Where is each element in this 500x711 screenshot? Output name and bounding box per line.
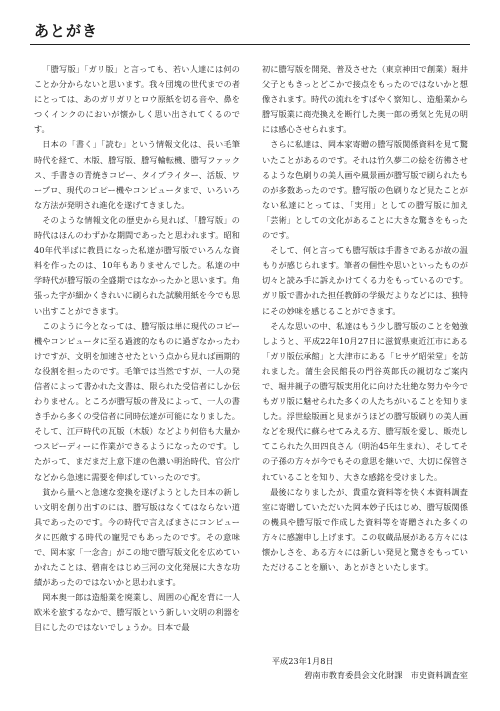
- paragraph: 貧から量へと急速な変換を遂げようとした日本の新しい文明を創り出すのには、謄写版はなくてはならない道具であったのです。今の時代で言えばまさにコンピュータに匹敵する時代の寵児でもあったのです。その意味で、岡本家「一念舎」がこの地で謄写版文化を広めていかれたことは、碧南をはじめ三河の文化発展に大きな功績があったのではないかと思われます。: [34, 486, 240, 588]
- paragraph: 日本の「書く」「読む」という情報文化は、長い毛筆時代を経て、木版、謄写版、謄写輪転機、謄写ファックス、手書きの青焼きコピー、タイプライター、活版、ワープロ、現代のコピー機やコンピュータまで、いろいろな方法が発明され進化を遂げてきました。: [34, 139, 240, 210]
- paragraph: そんな思いの中、私達はもう少し謄写版のことを勉強しようと、平成22年10月27日に滋賀県東近江市にある「ガリ版伝承館」と大津市にある「ヒサゲ昭栄堂」を訪れました。蒲生会民館長の門谷英郎氏の親切なご案内で、堀井親子の謄写版実用化に向けた壮絶な努力や今でもガリ版に魅せられた多くの人たちがいることを知りました。浮世絵版画と見まがうほどの謄写版刷りの美人画などを現代に蘇らせてみえる方、謄写版を愛し、販売してこられた久田四良さん（明治45年生まれ）、そしてその子孫の方々が今でもその意思を継いで、大切に保管されていることを知り、大きな感銘を受けました。: [262, 320, 468, 482]
- title-rule: [30, 44, 470, 45]
- page-title: あとがき: [34, 22, 99, 40]
- page-header: [0, 0, 500, 52]
- body-columns: [34, 62, 468, 646]
- paragraph: そのような情報文化の歴史から見れば、「謄写版」の時代はほんのわずかな期間であったと思われます。昭和40年代半ばに教員になった私達が謄写版でいろんな資料を作ったのは、10年もありませんでした。私達の中学時代が謄写版の全盛期ではなかったかと思います。角張った字が細かくきれいに刷られた試験用紙を今でも思い出すことができます。: [34, 214, 240, 316]
- signature-date: 平成23年1月8日: [271, 656, 334, 666]
- paragraph: さらに私達は、岡本家寄贈の謄写版関係資料を見て驚いたことがあるのです。それは竹久夢二の絵を彷彿させるような色刷りの美人画や風景画が謄写版で刷られたものが多数あったのです。謄写版の色刷りなど見たことがない私達にとっては、「実用」としての謄写版に加え「芸術」としての文化があることに大きな驚きをもったのです。: [262, 139, 468, 241]
- left-column: [34, 62, 240, 646]
- paragraph: そして、何と言っても謄写版は手書きであるが故の温もりが感じられます。筆者の個性や思いといったものが切々と読み手に訴えかけてくる力をもっているのです。ガリ版で書かれた担任教師の学級だよりなどには、独特にその妙味を感じることができます。: [262, 245, 468, 316]
- signature-organization: 碧南市教育委員会文化財課 市史資料調査室: [304, 670, 468, 680]
- paragraph: 最後になりましたが、貴重な資料等を快く本資料調査室に寄贈していただいた岡本妙子氏はじめ、謄写版関係の機具や謄写版で作成した資料等を寄贈された多くの方々に感謝申し上げます。この収蔵品展がある方々には懐かしさを、ある方々には新しい発見と驚きをもっていただけることを願い、あとがきといたします。: [262, 486, 468, 573]
- paragraph: 岡本奥一郎は造船業を廃業し、周囲の心配を背に一人欧米を旅するなかで、謄写版という新しい文明の利器を目にしたのではないでしょうか。日本で最: [34, 592, 240, 633]
- paragraph: このように今となっては、謄写版は単に現代のコピー機やコンピュータに至る過渡的なものに過ぎなかったわけですが、文明を加速させたという点から見れば画期的な役割を担ったのです。毛筆では当然ですが、一人の発信者によって書かれた文書は、限られた受信者にしか伝わりません。ところが謄写版の普及によって、一人の書き手から多くの受信者に同時伝達が可能になりました。そして、江戸時代の瓦版（木版）などより何倍も大量かつスピーディーに作業ができるようになったのです。したがって、まだまだ上意下達の色濃い明治時代、官公庁などから急速に需要を伸ばしていったのです。: [34, 320, 240, 482]
- right-column: [262, 62, 468, 646]
- paragraph: 「謄写版」「ガリ版」と言っても、若い人達には何のことか分からないと思います。我々団塊の世代までの者にとっては、あのガリガリとロウ原紙を切る音や、鼻をつくインクのにおいが懐かしく思い出されてくるのです。: [34, 64, 240, 135]
- paragraph-continued: 初に謄写版を開発、普及させた（東京神田で創業）堀井父子ともきっとどこかで接点をもったのではないかと想像されます。時代の流れをすばやく察知し、造船業から謄写版業に商売換えを断行した奥一郎の勇気と先見の明には感心させられます。: [262, 64, 468, 135]
- signature-block: [262, 654, 468, 682]
